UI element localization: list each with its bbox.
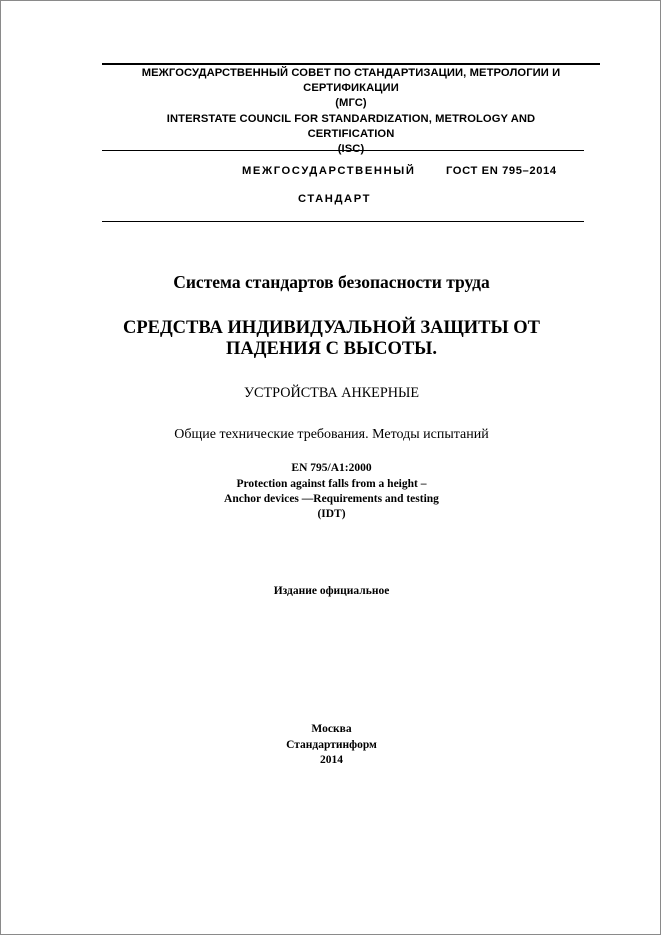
imprint-publisher: Стандартинформ	[286, 739, 377, 751]
council-en-abbr: (ISC)	[337, 143, 365, 156]
standard-type-line2: СТАНДАРТ	[298, 193, 372, 205]
edition-label: Издание официальное	[273, 585, 390, 597]
header-divider	[102, 150, 584, 151]
imprint-year: 2014	[320, 754, 343, 766]
reference-equivalence: (IDT)	[317, 508, 346, 520]
standard-type-line1: МЕЖГОСУДАРСТВЕННЫЙ	[242, 165, 416, 177]
main-title-line2: ПАДЕНИЯ С ВЫСОТЫ.	[226, 339, 437, 359]
reference-line2: Anchor devices —Requirements and testing	[224, 493, 439, 505]
subtitle: УСТРОЙСТВА АНКЕРНЫЕ	[243, 385, 419, 401]
council-en-line1: INTERSTATE COUNCIL FOR STANDARDIZATION, METROLOGY AND	[166, 112, 536, 125]
scope-title: Общие технические требования. Методы испытаний	[174, 427, 489, 442]
council-en-line2: CERTIFICATION	[307, 127, 395, 140]
top-rule	[102, 63, 600, 65]
series-title: Система стандартов безопасности труда	[173, 272, 490, 292]
standard-divider	[102, 221, 584, 222]
reference-code: EN 795/A1:2000	[291, 462, 372, 474]
imprint-city: Москва	[311, 723, 352, 735]
council-ru-line1: МЕЖГОСУДАРСТВЕННЫЙ СОВЕТ ПО СТАНДАРТИЗАЦИИ, МЕТРОЛОГИИ И	[141, 67, 561, 79]
standard-number: ГОСТ EN 795–2014	[446, 165, 557, 177]
council-header	[102, 66, 600, 157]
main-title-line1: СРЕДСТВА ИНДИВИДУАЛЬНОЙ ЗАЩИТЫ ОТ	[122, 318, 541, 338]
council-ru-line2: СЕРТИФИКАЦИИ	[303, 82, 399, 95]
reference-line1: Protection against falls from a height –	[236, 478, 427, 490]
council-ru-abbr: (МГС)	[335, 97, 367, 110]
